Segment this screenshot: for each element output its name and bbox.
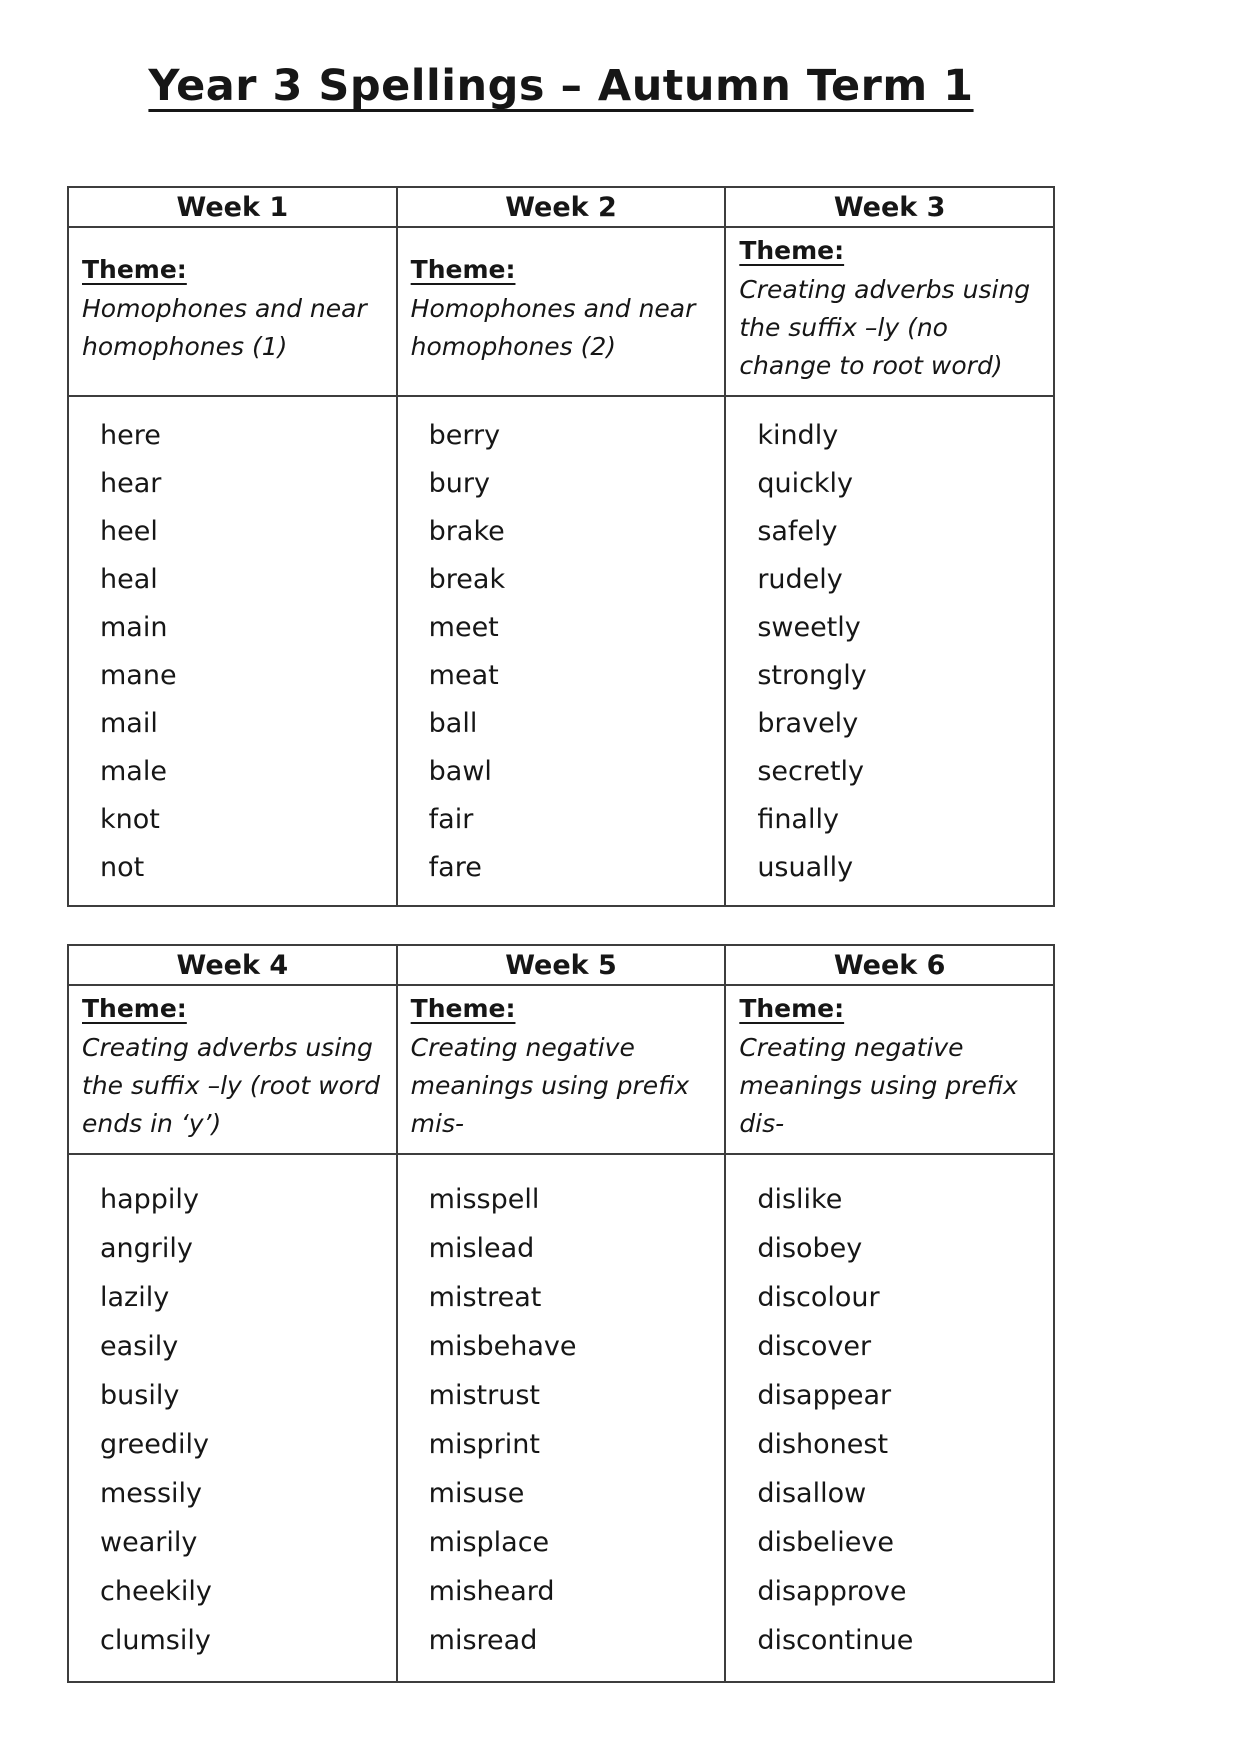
theme-row xyxy=(68,985,1054,1154)
word: discontinue xyxy=(757,1625,914,1656)
week-header-week-3: Week 3 xyxy=(725,187,1054,227)
word: usually xyxy=(757,852,854,883)
theme-label: Theme: xyxy=(82,255,187,284)
theme-cell-week-2 xyxy=(397,227,726,396)
word: knot xyxy=(100,804,160,835)
week-header-week-4: Week 4 xyxy=(68,945,397,985)
word: mislead xyxy=(428,1233,535,1264)
word: dislike xyxy=(757,1184,843,1215)
word: mail xyxy=(100,708,158,739)
word: heel xyxy=(100,516,158,547)
week-header-week-2: Week 2 xyxy=(397,187,726,227)
word: heal xyxy=(100,564,158,595)
weeks-table-1 xyxy=(67,186,1055,907)
week-header-week-6: Week 6 xyxy=(725,945,1054,985)
word: disallow xyxy=(757,1478,867,1509)
week-header-row xyxy=(68,187,1054,227)
word: messily xyxy=(100,1478,203,1509)
word: strongly xyxy=(757,660,867,691)
word: wearily xyxy=(100,1527,198,1558)
word: kindly xyxy=(757,420,839,451)
word: cheekily xyxy=(100,1576,212,1607)
word: lazily xyxy=(100,1282,170,1313)
word: ball xyxy=(428,708,478,739)
theme-cell-week-6 xyxy=(725,985,1054,1154)
word: quickly xyxy=(757,468,854,499)
theme-text-week-6: Creating negative meanings using prefix dis- xyxy=(739,1033,1018,1138)
theme-label: Theme: xyxy=(82,994,187,1023)
word-list-week-5 xyxy=(398,1155,725,1665)
word: rudely xyxy=(757,564,843,595)
word: secretly xyxy=(757,756,865,787)
word-list-week-3 xyxy=(726,397,1053,892)
word: hear xyxy=(100,468,162,499)
words-cell-week-6 xyxy=(725,1154,1054,1682)
word: clumsily xyxy=(100,1625,211,1656)
word: disbelieve xyxy=(757,1527,894,1558)
word: misplace xyxy=(428,1527,550,1558)
word: disappear xyxy=(757,1380,892,1411)
word-list-week-2 xyxy=(398,397,725,892)
theme-cell-week-1 xyxy=(68,227,397,396)
word: bravely xyxy=(757,708,859,739)
word: misbehave xyxy=(428,1331,577,1362)
page-title xyxy=(67,60,1055,112)
word: bawl xyxy=(428,756,492,787)
theme-label: Theme: xyxy=(410,255,516,284)
word: male xyxy=(100,756,167,787)
theme-cell-week-5 xyxy=(397,985,726,1154)
word: disapprove xyxy=(757,1576,907,1607)
words-cell-week-5 xyxy=(397,1154,726,1682)
word: misuse xyxy=(428,1478,525,1509)
word: disobey xyxy=(757,1233,863,1264)
words-cell-week-2 xyxy=(397,396,726,906)
word: busily xyxy=(100,1380,180,1411)
theme-row xyxy=(68,227,1054,396)
word: misprint xyxy=(428,1429,540,1460)
word: brake xyxy=(428,516,505,547)
theme-label: Theme: xyxy=(739,994,845,1023)
words-row xyxy=(68,396,1054,906)
theme-text-week-4: Creating adverbs using the suffix –ly (root word ends in ‘y’) xyxy=(82,1033,381,1138)
week-header-week-5: Week 5 xyxy=(397,945,726,985)
word-list-week-6 xyxy=(726,1155,1053,1665)
word: mistrust xyxy=(428,1380,540,1411)
word: dishonest xyxy=(757,1429,889,1460)
theme-label: Theme: xyxy=(739,236,845,265)
word: mistreat xyxy=(428,1282,542,1313)
word: mane xyxy=(100,660,177,691)
word: finally xyxy=(757,804,839,835)
week-header-week-1: Week 1 xyxy=(68,187,397,227)
word: fare xyxy=(428,852,482,883)
word: main xyxy=(100,612,168,643)
theme-text-week-2: Homophones and near homophones (2) xyxy=(410,294,696,361)
word: greedily xyxy=(100,1429,209,1460)
word: misspell xyxy=(428,1184,540,1215)
word: here xyxy=(100,420,161,451)
word: safely xyxy=(757,516,838,547)
word: fair xyxy=(428,804,474,835)
word: angrily xyxy=(100,1233,193,1264)
theme-cell-week-3 xyxy=(725,227,1054,396)
word: misread xyxy=(428,1625,538,1656)
word-list-week-4 xyxy=(69,1155,396,1665)
word: bury xyxy=(428,468,490,499)
word: misheard xyxy=(428,1576,555,1607)
words-cell-week-3 xyxy=(725,396,1054,906)
word: meet xyxy=(428,612,499,643)
theme-text-week-1: Homophones and near homophones (1) xyxy=(82,294,367,361)
theme-cell-week-4 xyxy=(68,985,397,1154)
theme-text-week-3: Creating adverbs using the suffix –ly (no change to root word) xyxy=(739,275,1031,380)
words-cell-week-1 xyxy=(68,396,397,906)
words-row xyxy=(68,1154,1054,1682)
weeks-table-2 xyxy=(67,944,1055,1683)
word-list-week-1 xyxy=(69,397,396,892)
word: discolour xyxy=(757,1282,880,1313)
words-cell-week-4 xyxy=(68,1154,397,1682)
page-title-text: Year 3 Spellings – Autumn Term 1 xyxy=(148,61,974,111)
word: happily xyxy=(100,1184,199,1215)
word: break xyxy=(428,564,506,595)
week-header-row xyxy=(68,945,1054,985)
word: sweetly xyxy=(757,612,861,643)
theme-text-week-5: Creating negative meanings using prefix mis- xyxy=(410,1033,690,1138)
word: berry xyxy=(428,420,501,451)
word: easily xyxy=(100,1331,179,1362)
theme-label: Theme: xyxy=(410,994,516,1023)
word: discover xyxy=(757,1331,872,1362)
word: not xyxy=(100,852,145,883)
word: meat xyxy=(428,660,499,691)
